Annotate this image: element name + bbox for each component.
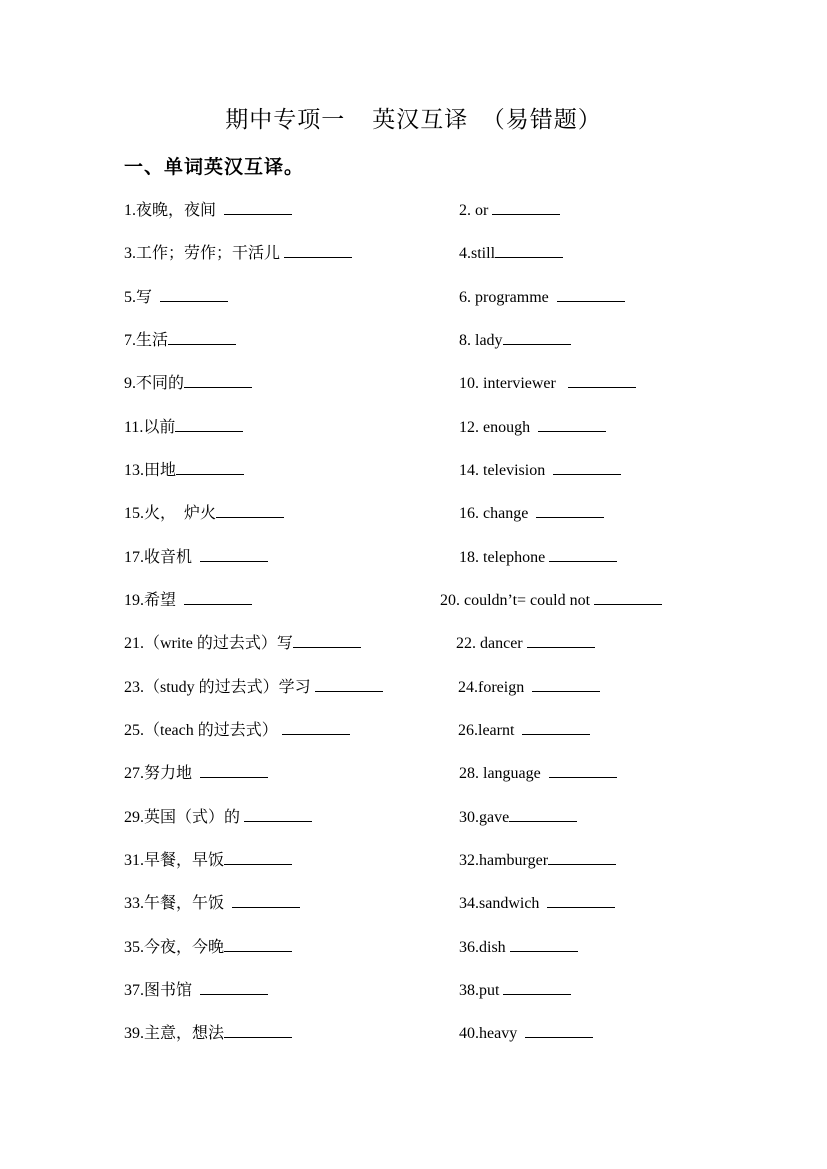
right-item [459, 200, 560, 221]
answer-blank[interactable] [200, 980, 268, 995]
answer-blank[interactable] [293, 633, 361, 648]
answer-blank[interactable] [538, 417, 606, 432]
answer-blank[interactable] [495, 243, 563, 258]
answer-blank[interactable] [532, 677, 600, 692]
answer-blank[interactable] [503, 980, 571, 995]
item-label: 35.今夜，今晚 [124, 939, 225, 956]
answer-blank[interactable] [224, 850, 292, 865]
item-label: 36.dish [459, 939, 510, 956]
item-label: 17.收音机 [124, 549, 201, 566]
right-item [440, 590, 662, 611]
left-item [124, 980, 268, 1001]
item-label: 26.learnt [458, 722, 523, 739]
left-item [124, 503, 284, 524]
left-item [124, 937, 292, 958]
left-item [124, 807, 312, 828]
answer-blank[interactable] [525, 1023, 593, 1038]
answer-blank[interactable] [244, 807, 312, 822]
right-item [459, 460, 621, 481]
left-item [124, 633, 361, 654]
item-label: 12. enough [459, 419, 539, 436]
item-label: 11.以前 [124, 419, 176, 436]
left-item [124, 287, 228, 308]
answer-blank[interactable] [522, 720, 590, 735]
item-label: 19.希望 [124, 592, 185, 609]
answer-blank[interactable] [549, 547, 617, 562]
right-item [459, 1023, 593, 1044]
left-item [124, 850, 292, 871]
item-label: 15.火， 炉火 [124, 505, 217, 522]
right-item [459, 807, 577, 828]
right-item [458, 720, 590, 741]
answer-blank[interactable] [175, 417, 243, 432]
answer-blank[interactable] [282, 720, 350, 735]
item-label: 3.工作；劳作；干活儿 [124, 245, 285, 262]
answer-blank[interactable] [216, 503, 284, 518]
item-label: 9.不同的 [124, 375, 185, 392]
item-label: 29.英国（式）的 [124, 809, 245, 826]
item-label: 39.主意，想法 [124, 1025, 225, 1042]
right-item [459, 287, 625, 308]
answer-blank[interactable] [176, 460, 244, 475]
right-item [459, 547, 617, 568]
item-label: 13.田地 [124, 462, 177, 479]
item-label: 30.gave [459, 809, 510, 826]
item-label: 4.still [459, 245, 496, 262]
answer-blank[interactable] [184, 590, 252, 605]
answer-blank[interactable] [548, 850, 616, 865]
left-item [124, 200, 292, 221]
left-item [124, 373, 252, 394]
item-label: 21.（write 的过去式）写 [124, 635, 293, 652]
item-label: 20. couldn’t= could not [440, 592, 595, 609]
item-label: 23.（study 的过去式）学习 [124, 679, 315, 696]
right-item [459, 850, 616, 871]
answer-blank[interactable] [184, 373, 252, 388]
answer-blank[interactable] [160, 287, 228, 302]
right-item [458, 677, 600, 698]
answer-blank[interactable] [315, 677, 383, 692]
answer-blank[interactable] [224, 200, 292, 215]
answer-blank[interactable] [492, 200, 560, 215]
answer-blank[interactable] [168, 330, 236, 345]
item-label: 5.写 [124, 289, 161, 306]
item-label: 10. interviewer [459, 375, 568, 392]
answer-blank[interactable] [527, 633, 595, 648]
right-item [459, 980, 571, 1001]
left-item [124, 460, 244, 481]
answer-blank[interactable] [224, 937, 292, 952]
left-item [124, 547, 268, 568]
answer-blank[interactable] [594, 590, 662, 605]
section-heading: 一、单词英汉互译。 [124, 157, 305, 178]
right-item [459, 763, 617, 784]
left-item [124, 763, 268, 784]
page-title: 期中专项一 英汉互译 （易错题） [225, 107, 602, 132]
answer-blank[interactable] [200, 547, 268, 562]
item-label: 6. programme [459, 289, 557, 306]
item-label: 32.hamburger [459, 852, 549, 869]
item-label: 40.heavy [459, 1025, 526, 1042]
answer-blank[interactable] [536, 503, 604, 518]
item-label: 31.早餐，早饭 [124, 852, 225, 869]
item-label: 34.sandwich [459, 895, 548, 912]
item-label: 8. lady [459, 332, 503, 349]
answer-blank[interactable] [503, 330, 571, 345]
answer-blank[interactable] [232, 893, 300, 908]
item-label: 25.（teach 的过去式） [124, 722, 282, 739]
answer-blank[interactable] [547, 893, 615, 908]
right-item [459, 893, 615, 914]
item-label: 37.图书馆 [124, 982, 201, 999]
right-item [459, 330, 571, 351]
left-item [124, 417, 243, 438]
left-item [124, 243, 352, 264]
right-item [459, 373, 636, 394]
answer-blank[interactable] [284, 243, 352, 258]
right-item [459, 417, 606, 438]
right-item [459, 937, 578, 958]
answer-blank[interactable] [568, 373, 636, 388]
right-item [459, 243, 563, 264]
item-label: 7.生活 [124, 332, 169, 349]
left-item [124, 590, 252, 611]
answer-blank[interactable] [557, 287, 625, 302]
answer-blank[interactable] [224, 1023, 292, 1038]
item-label: 22. dancer [456, 635, 527, 652]
answer-blank[interactable] [553, 460, 621, 475]
item-label: 33.午餐，午饭 [124, 895, 233, 912]
answer-blank[interactable] [510, 937, 578, 952]
item-label: 16. change [459, 505, 537, 522]
left-item [124, 1023, 292, 1044]
item-label: 28. language [459, 765, 549, 782]
item-label: 24.foreign [458, 679, 533, 696]
right-item [456, 633, 595, 654]
right-item [459, 503, 604, 524]
item-label: 1.夜晚，夜间 [124, 202, 225, 219]
item-label: 27.努力地 [124, 765, 201, 782]
answer-blank[interactable] [509, 807, 577, 822]
answer-blank[interactable] [549, 763, 617, 778]
left-item [124, 893, 300, 914]
left-item [124, 330, 236, 351]
item-label: 38.put [459, 982, 504, 999]
item-label: 2. or [459, 202, 493, 219]
item-label: 14. television [459, 462, 554, 479]
item-label: 18. telephone [459, 549, 550, 566]
left-item [124, 677, 383, 698]
answer-blank[interactable] [200, 763, 268, 778]
left-item [124, 720, 350, 741]
